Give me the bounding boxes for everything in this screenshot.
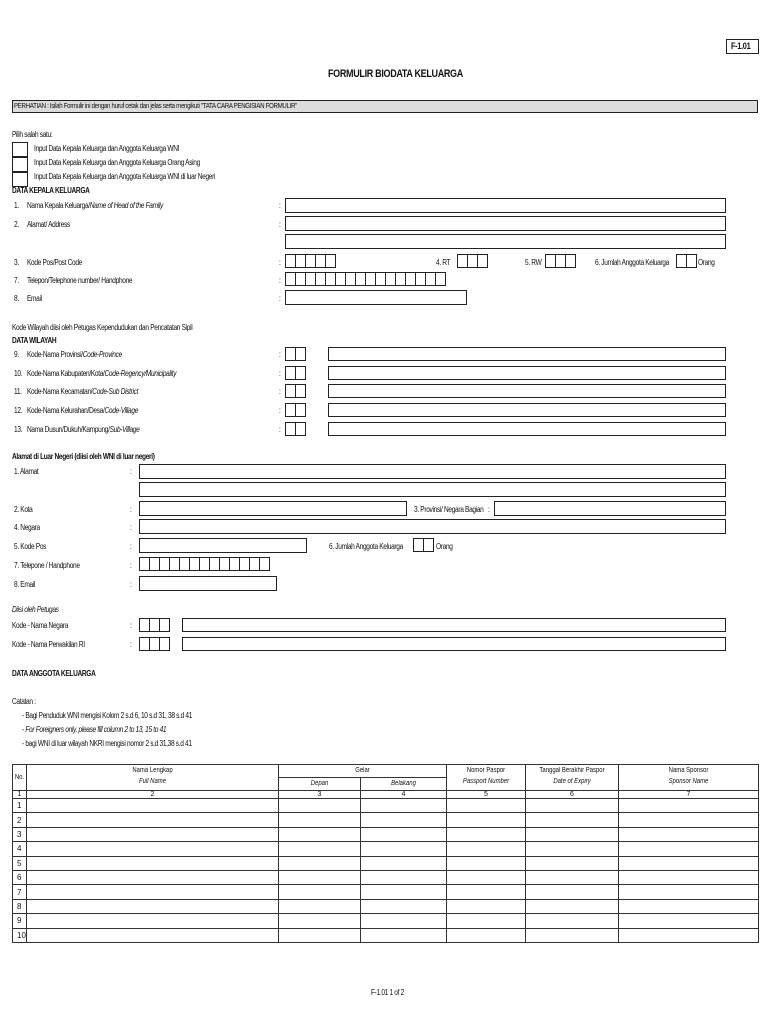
officer-section-title: Diisi oleh Petugas	[12, 605, 59, 614]
table-cell[interactable]	[279, 842, 361, 856]
table-cell[interactable]	[619, 799, 759, 813]
table-cell[interactable]	[27, 856, 279, 870]
table-cell[interactable]	[27, 842, 279, 856]
table-cell[interactable]	[27, 885, 279, 899]
table-row	[13, 799, 759, 813]
table-cell[interactable]	[27, 827, 279, 841]
table-cell[interactable]	[279, 870, 361, 884]
head-field2-num: 2.	[14, 220, 19, 229]
table-row	[13, 856, 759, 870]
row-number: 10	[13, 928, 27, 942]
option-checkbox-wni[interactable]	[12, 142, 28, 157]
option-label-foreign: Input Data Kepala Keluarga dan Anggota Keluarga Orang Asing	[34, 158, 200, 167]
col-passport-header: Nomor Paspor Passport Number	[447, 765, 526, 791]
colon: :	[130, 523, 132, 532]
option-label-abroad: Input Data Kepala Keluarga dan Anggota Keluarga WNI di luar Negeri	[34, 172, 216, 181]
table-cell[interactable]	[447, 827, 526, 841]
notice-text: PERHATIAN : Isilah Formulir ini dengan huruf cetak dan jelas serta mengikuti "TATA CARA PENGISIAN FORMULIR"	[14, 101, 297, 110]
head-field8-label: Email	[27, 294, 42, 303]
notes-title: Catatan :	[12, 697, 36, 706]
row-number: 6	[13, 870, 27, 884]
district-name-input[interactable]	[328, 384, 726, 398]
choose-label: Pilih salah satu:	[12, 130, 53, 139]
region-note: Kode Wilayah diisi oleh Petugas Kependudukan dan Pencatatan Sipil	[12, 323, 193, 332]
colon: :	[130, 640, 132, 649]
colon: :	[488, 505, 490, 514]
row-number: 9	[13, 914, 27, 928]
table-cell[interactable]	[361, 899, 447, 913]
table-cell[interactable]	[279, 914, 361, 928]
table-cell[interactable]	[279, 813, 361, 827]
colon: :	[279, 425, 281, 434]
district-code-cells[interactable]	[285, 384, 305, 398]
table-row	[13, 813, 759, 827]
table-cell[interactable]	[447, 914, 526, 928]
table-row	[13, 928, 759, 942]
row-number: 7	[13, 885, 27, 899]
table-cell[interactable]	[27, 928, 279, 942]
abroad-members-unit: Orang	[436, 542, 453, 551]
colon: :	[130, 542, 132, 551]
rt-label: 4. RT	[436, 258, 451, 267]
col-number: 1	[13, 791, 27, 799]
table-cell[interactable]	[279, 885, 361, 899]
table-cell[interactable]	[279, 799, 361, 813]
table-row	[13, 914, 759, 928]
colon: :	[130, 505, 132, 514]
col-number: 4	[361, 791, 447, 799]
table-row	[13, 885, 759, 899]
abroad-address-input-2[interactable]	[139, 482, 726, 497]
option-label-wni: Input Data Kepala Keluarga dan Anggota Keluarga WNI	[34, 144, 180, 153]
page-footer: F-1.01 1 of 2	[371, 988, 404, 997]
table-cell[interactable]	[619, 856, 759, 870]
table-cell[interactable]	[447, 799, 526, 813]
col-number: 5	[447, 791, 526, 799]
table-cell[interactable]	[361, 885, 447, 899]
head-field7-label: Telepon/Telephone number/ Handphone	[27, 276, 133, 285]
row-number: 3	[13, 827, 27, 841]
region-district-label: Kode-Nama Kecamatan/Code-Sub District	[27, 387, 139, 396]
abroad-postcode-label: 5. Kode Pos	[14, 542, 47, 551]
col-depan-header: Depan	[279, 778, 361, 791]
col-number: 3	[279, 791, 361, 799]
colon: :	[279, 387, 281, 396]
table-row	[13, 827, 759, 841]
table-cell[interactable]	[447, 928, 526, 942]
table-cell[interactable]	[447, 870, 526, 884]
region-item-num: 13.	[14, 425, 23, 434]
col-number: 7	[619, 791, 759, 799]
col-name-header: Nama Lengkap Full Name	[27, 765, 279, 791]
col-gelar-header: Gelar	[279, 765, 447, 778]
table-cell[interactable]	[279, 827, 361, 841]
abroad-members-label: 6. Jumlah Anggota Keluarga	[329, 542, 403, 551]
table-cell[interactable]	[619, 827, 759, 841]
head-field1-num: 1.	[14, 201, 19, 210]
colon: :	[279, 369, 281, 378]
province-name-input[interactable]	[328, 347, 726, 361]
abroad-section-title: Alamat di Luar Negeri (diisi oleh WNI di luar negeri)	[12, 452, 155, 461]
table-cell[interactable]	[526, 885, 619, 899]
colon: :	[130, 621, 132, 630]
option-checkbox-abroad[interactable]	[12, 172, 28, 187]
table-cell[interactable]	[526, 827, 619, 841]
members-count-unit: Orang	[698, 258, 715, 267]
head-field2-label: Alamat/ Address	[27, 220, 70, 229]
table-cell[interactable]	[447, 885, 526, 899]
row-number: 8	[13, 899, 27, 913]
table-cell[interactable]	[361, 914, 447, 928]
note-line: - Bagi Penduduk WNI mengisi Kolom 2 s.d 6, 10 s.d 31, 38 s.d 41	[22, 711, 193, 720]
abroad-state-input[interactable]	[494, 501, 726, 516]
table-cell[interactable]	[526, 870, 619, 884]
note-line: - bagi WNI di luar wilayah NKRI mengisi nomor 2 s.d 31,38 s.d 41	[22, 739, 192, 748]
row-number: 2	[13, 813, 27, 827]
abroad-state-label: 3. Provinsi/ Negara Bagian	[414, 505, 484, 514]
col-sponsor-header: Nama Sponsor Sponsor Name	[619, 765, 759, 791]
rw-cells[interactable]	[545, 254, 575, 268]
col-number: 2	[27, 791, 279, 799]
table-cell[interactable]	[619, 928, 759, 942]
table-cell[interactable]	[361, 856, 447, 870]
table-row	[13, 899, 759, 913]
region-regency-label: Kode-Nama Kabupaten/Kota/Code-Regency/Municipality	[27, 369, 177, 378]
village-name-input[interactable]	[328, 403, 726, 417]
colon: :	[279, 276, 281, 285]
table-cell[interactable]	[361, 827, 447, 841]
table-cell[interactable]	[279, 928, 361, 942]
region-province-label: Kode-Nama Provinsi/Code-Province	[27, 350, 122, 359]
members-count-cells[interactable]	[676, 254, 696, 268]
col-no-header: No.	[13, 765, 27, 791]
table-cell[interactable]	[27, 799, 279, 813]
village-code-cells[interactable]	[285, 403, 305, 417]
members-table	[12, 764, 759, 943]
table-cell[interactable]	[27, 914, 279, 928]
table-cell[interactable]	[279, 899, 361, 913]
region-section-title: DATA WILAYAH	[12, 336, 57, 345]
head-field3-num: 3.	[14, 258, 19, 267]
regency-code-cells[interactable]	[285, 366, 305, 380]
region-item-num: 10.	[14, 369, 23, 378]
table-row	[13, 842, 759, 856]
head-section-title: DATA KEPALA KELUARGA	[12, 186, 90, 195]
row-number: 4	[13, 842, 27, 856]
region-item-num: 11.	[14, 387, 22, 396]
abroad-city-label: 2. Kota	[14, 505, 33, 514]
abroad-phone-cells[interactable]	[139, 557, 269, 571]
abroad-members-cells[interactable]	[413, 538, 433, 552]
note-line: - For Foreigners only, please fill column 2 to 13, 15 to 41	[22, 725, 167, 734]
officer-mission-label: Kode - Nama Perwakilan RI	[12, 640, 85, 649]
table-row	[13, 870, 759, 884]
colon: :	[279, 350, 281, 359]
subvillage-name-input[interactable]	[328, 422, 726, 436]
region-item-num: 9.	[14, 350, 19, 359]
officer-country-name-input[interactable]	[182, 618, 726, 632]
abroad-country-input[interactable]	[139, 519, 726, 534]
table-cell[interactable]	[619, 842, 759, 856]
abroad-email-label: 8. Email	[14, 580, 36, 589]
table-cell[interactable]	[619, 870, 759, 884]
table-cell[interactable]	[361, 928, 447, 942]
abroad-city-input[interactable]	[139, 501, 407, 516]
colon: :	[130, 467, 132, 476]
abroad-email-input[interactable]	[139, 576, 277, 591]
abroad-postcode-input[interactable]	[139, 538, 307, 553]
option-checkbox-foreign[interactable]	[12, 157, 28, 172]
col-expiry-header: Tanggal Berakhir Paspor Date of Expiry	[526, 765, 619, 791]
table-cell[interactable]	[619, 899, 759, 913]
table-cell[interactable]	[361, 799, 447, 813]
table-cell[interactable]	[27, 870, 279, 884]
table-cell[interactable]	[619, 813, 759, 827]
table-cell[interactable]	[279, 856, 361, 870]
colon: :	[279, 258, 281, 267]
table-cell[interactable]	[361, 842, 447, 856]
table-cell[interactable]	[526, 856, 619, 870]
table-cell[interactable]	[447, 813, 526, 827]
table-cell[interactable]	[526, 899, 619, 913]
table-cell[interactable]	[361, 870, 447, 884]
members-section-title: DATA ANGGOTA KELUARGA	[12, 669, 96, 678]
colon: :	[130, 561, 132, 570]
colon: :	[279, 220, 281, 229]
table-cell[interactable]	[27, 813, 279, 827]
email-input[interactable]	[285, 290, 467, 305]
head-name-input[interactable]	[285, 198, 726, 213]
abroad-phone-label: 7. Telepone / Handphone	[14, 561, 80, 570]
province-code-cells[interactable]	[285, 347, 305, 361]
officer-country-code-cells[interactable]	[139, 618, 169, 632]
colon: :	[279, 294, 281, 303]
rt-cells[interactable]	[457, 254, 487, 268]
officer-country-label: Kode - Nama Negara	[12, 621, 69, 630]
region-subvillage-label: Nama Dusun/Dukuh/Kampung/Sub-Village	[27, 425, 140, 434]
head-field7-num: 7.	[14, 276, 19, 285]
table-cell[interactable]	[447, 899, 526, 913]
rw-label: 5. RW	[525, 258, 542, 267]
colon: :	[279, 201, 281, 210]
head-field1-label: Nama Kepala Keluarga/Name of Head of the Family	[27, 201, 163, 210]
table-cell[interactable]	[526, 914, 619, 928]
head-address-input-1[interactable]	[285, 216, 726, 231]
form-code: F-1.01	[731, 41, 751, 51]
postcode-cells[interactable]	[285, 254, 335, 268]
abroad-country-label: 4. Negara	[14, 523, 40, 532]
region-item-num: 12.	[14, 406, 23, 415]
table-cell[interactable]	[526, 799, 619, 813]
officer-mission-name-input[interactable]	[182, 637, 726, 651]
table-cell[interactable]	[526, 928, 619, 942]
table-cell[interactable]	[27, 899, 279, 913]
table-cell[interactable]	[619, 885, 759, 899]
colon: :	[130, 580, 132, 589]
subvillage-code-cells[interactable]	[285, 422, 305, 436]
members-table-body	[13, 799, 759, 943]
head-address-input-2[interactable]	[285, 234, 726, 249]
page-title: FORMULIR BIODATA KELUARGA	[328, 68, 463, 80]
head-field3-label: Kode Pos/Post Code	[27, 258, 83, 267]
row-number: 1	[13, 799, 27, 813]
col-belakang-header: Belakang	[361, 778, 447, 791]
colon: :	[279, 406, 281, 415]
table-cell[interactable]	[447, 842, 526, 856]
abroad-address-input-1[interactable]	[139, 464, 726, 479]
table-cell[interactable]	[361, 813, 447, 827]
head-field8-num: 8.	[14, 294, 19, 303]
table-cell[interactable]	[619, 914, 759, 928]
table-cell[interactable]	[526, 813, 619, 827]
region-village-label: Kode-Nama Kelurahan/Desa/Code-Village	[27, 406, 139, 415]
phone-cells[interactable]	[285, 272, 445, 286]
row-number: 5	[13, 856, 27, 870]
table-cell[interactable]	[526, 842, 619, 856]
table-cell[interactable]	[447, 856, 526, 870]
members-count-label: 6. Jumlah Anggota Keluarga	[595, 258, 669, 267]
col-number: 6	[526, 791, 619, 799]
regency-name-input[interactable]	[328, 366, 726, 380]
abroad-address-label: 1. Alamat	[14, 467, 39, 476]
officer-mission-code-cells[interactable]	[139, 637, 169, 651]
